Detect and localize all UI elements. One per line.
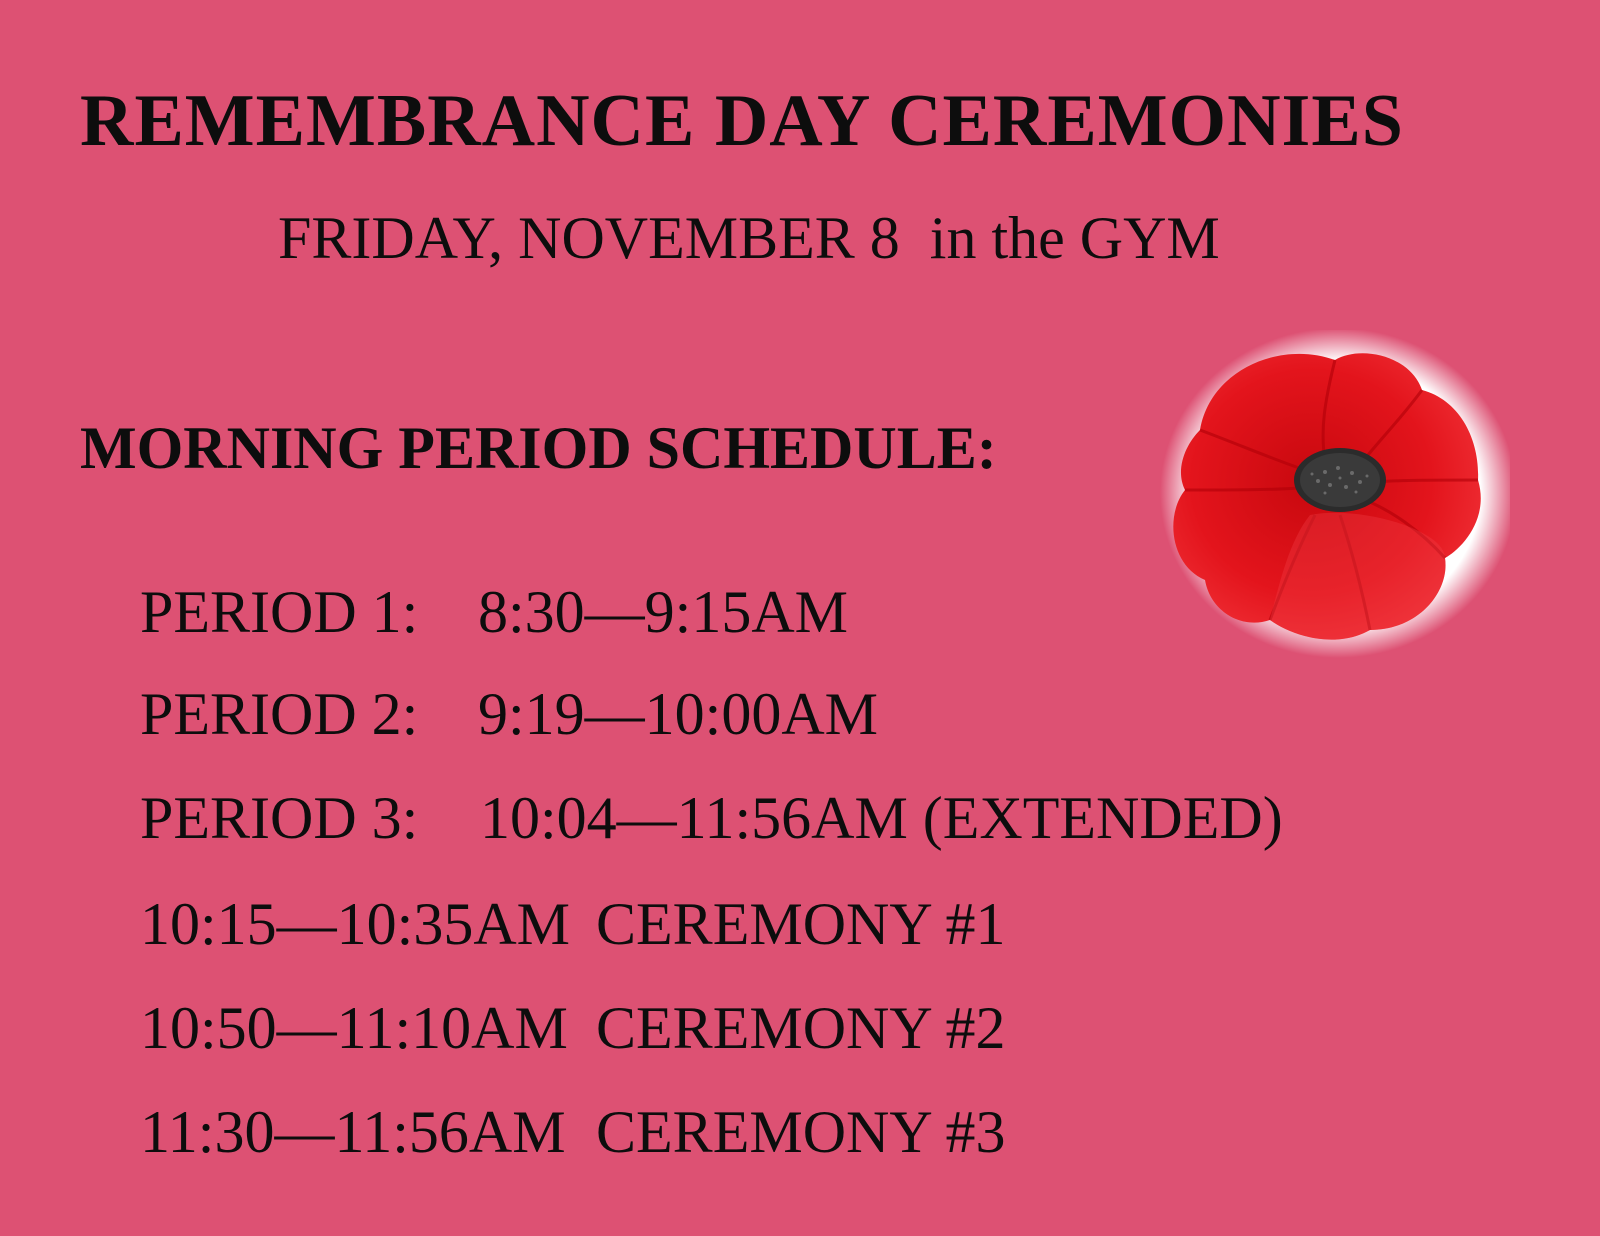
- period-time: 8:30—9:15AM: [478, 579, 849, 645]
- ceremony-label: CEREMONY #1: [596, 891, 1006, 957]
- period-time: 9:19—10:00AM: [478, 681, 879, 747]
- poster-subtitle: FRIDAY, NOVEMBER 8 in the GYM: [278, 205, 1220, 271]
- poster-title: REMEMBRANCE DAY CEREMONIES: [80, 80, 1404, 162]
- schedule-heading: MORNING PERIOD SCHEDULE:: [80, 415, 997, 481]
- period-label: PERIOD 3:: [140, 785, 419, 851]
- ceremony-row: [80, 1042, 1005, 1222]
- period-label: PERIOD 2:: [140, 681, 419, 747]
- period-label: PERIOD 1:: [140, 579, 419, 645]
- ceremony-time: 10:15—10:35AM: [140, 891, 571, 957]
- period-time: 10:04—11:56AM (EXTENDED): [480, 785, 1283, 851]
- ceremony-time: 10:50—11:10AM: [140, 995, 568, 1061]
- ceremony-label: CEREMONY #2: [596, 995, 1006, 1061]
- ceremony-time: 11:30—11:56AM: [140, 1099, 566, 1165]
- ceremony-label: CEREMONY #3: [596, 1099, 1006, 1165]
- poppy-icon: [1160, 330, 1510, 660]
